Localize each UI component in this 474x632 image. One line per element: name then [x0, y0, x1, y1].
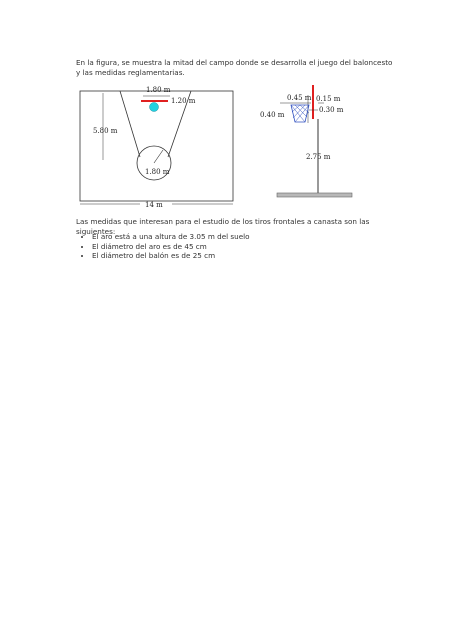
- facts-list: [76, 232, 250, 261]
- intro-paragraph: En la figura, se muestra la mitad del campo donde se desarrolla el juego del baloncesto y las medidas reglamentarias.: [76, 58, 393, 77]
- measures-intro: Las medidas que interesan para el estudio de los tiros frontales a canasta son las siguientes:: [76, 217, 370, 236]
- label-circle: 1.80 m: [145, 168, 170, 176]
- label-board-offset: 1.20 m: [171, 97, 196, 105]
- net-shape: [291, 105, 309, 122]
- hoop-diagram: [260, 85, 352, 197]
- key-left-line: [120, 91, 140, 157]
- list-item: • El aro está a una altura de 3.05 m del suelo: [92, 232, 250, 242]
- label-net: 0.40 m: [260, 111, 285, 119]
- label-court-width: 14 m: [145, 201, 163, 209]
- label-top-width: 1.80 m: [146, 86, 171, 94]
- label-pole-height: 2.75 m: [306, 153, 331, 161]
- list-item: • El diámetro del balón es de 25 cm: [92, 251, 250, 261]
- circle-radius-line: [154, 150, 163, 163]
- court-diagram: [80, 86, 233, 209]
- ball-circle: [150, 103, 159, 112]
- label-board-height: 0.30 m: [319, 106, 344, 114]
- list-item: • El diámetro del aro es de 45 cm: [92, 242, 250, 252]
- floor-base: [277, 193, 352, 197]
- label-board-thickness: 0.15 m: [316, 95, 341, 103]
- label-rim: 0.45 m: [287, 94, 312, 102]
- label-key-length: 5.80 m: [93, 127, 118, 135]
